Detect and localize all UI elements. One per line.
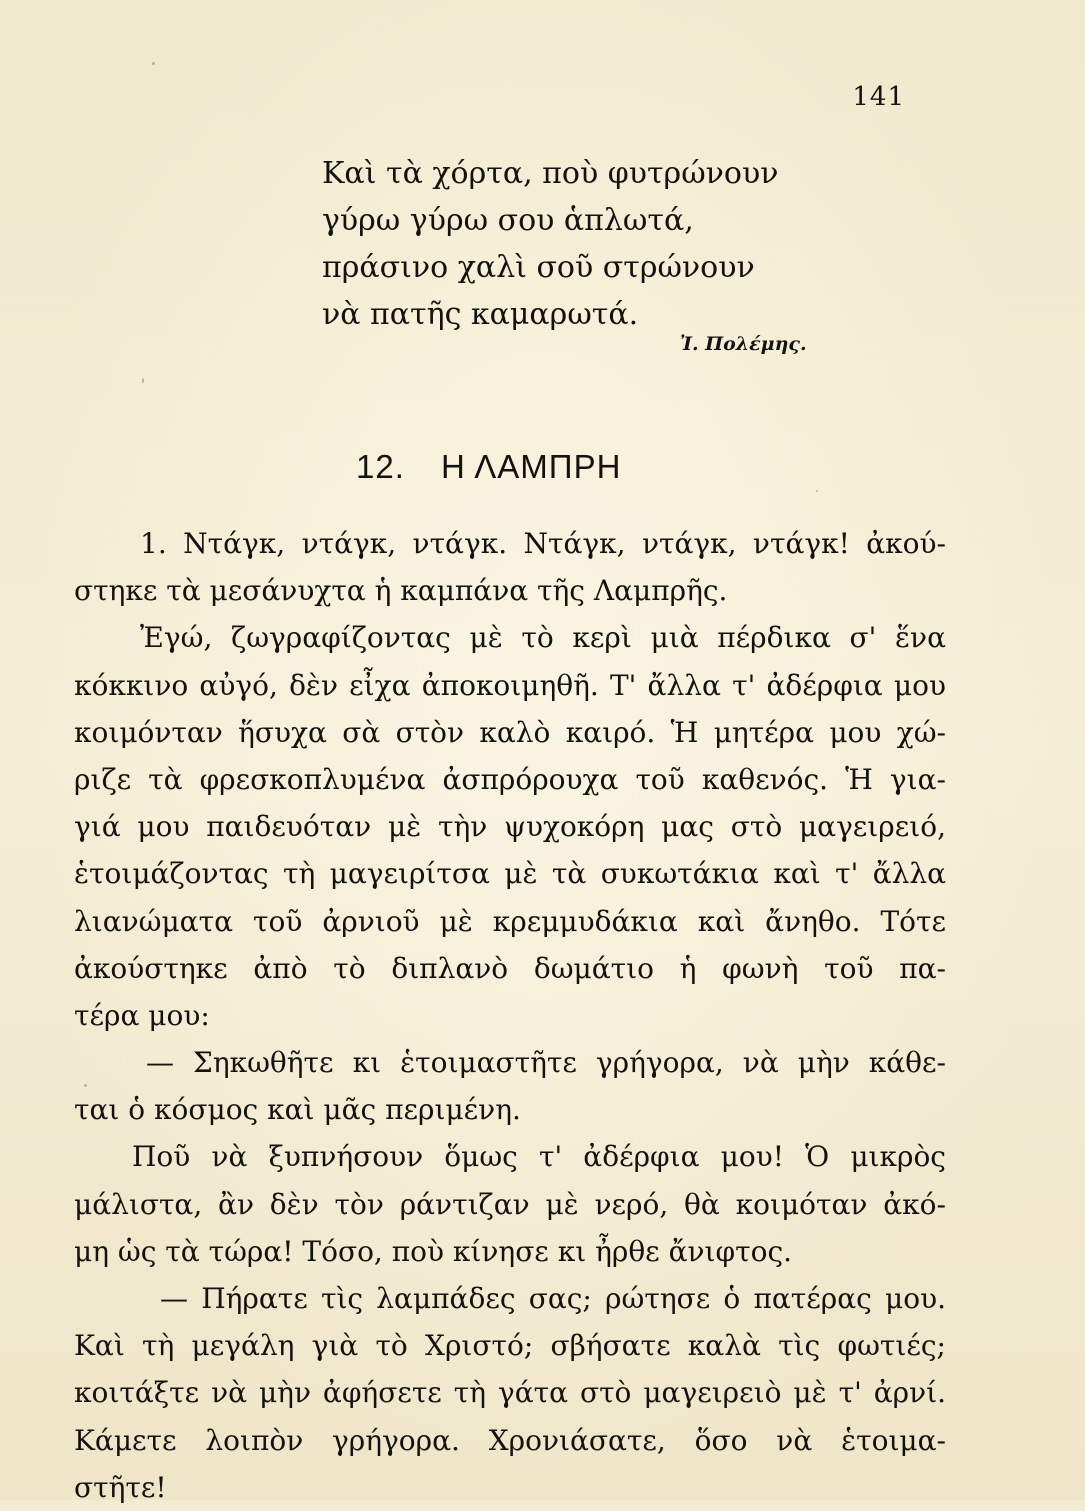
poem-line: γύρω γύρω σου ἁπλωτά, [322, 203, 694, 238]
page-number: 141 [852, 82, 905, 112]
text-line: κοιμόνταν ἥσυχα σὰ στὸν καλὸ καιρό. Ἡ μητέρα μου χώ- [74, 715, 946, 749]
text-line: Ἐγώ, ζωγραφίζοντας μὲ τὸ κερὶ μιὰ πέρδικα σ' ἕνα [140, 621, 946, 655]
text-line: κόκκινο αὐγό, δὲν εἶχα ἀποκοιμηθῆ. Τ' ἄλλα τ' ἀδέρφια μου [74, 668, 946, 702]
text-line: Ποῦ νὰ ξυπνήσουν ὅμως τ' ἀδέρφια μου! Ὁ μικρὸς [132, 1140, 946, 1174]
paper-speck [84, 1084, 87, 1087]
text-line: τέρα μου: [74, 998, 210, 1032]
text-line: λιανώματα τοῦ ἀρνιοῦ μὲ κρεμμυδάκια καὶ ἄνηθο. Τότε [74, 904, 946, 938]
text-line: — Σηκωθῆτε κι ἑτοιμαστῆτε γρήγορα, νὰ μὴν κάθε- [146, 1046, 946, 1080]
text-line: ἀκούστηκε ἀπὸ τὸ διπλανὸ δωμάτιο ἡ φωνὴ τοῦ πα- [74, 951, 946, 985]
text-line: ριζε τὰ φρεσκοπλυμένα ἀσπρόρουχα τοῦ καθενός. Ἡ για- [74, 762, 946, 796]
poem-line: πράσινο χαλὶ σοῦ στρώνουν [322, 250, 755, 285]
chapter-number: 12. [356, 448, 405, 485]
poem-author: Ἰ. Πολέμης. [680, 333, 807, 355]
chapter-title: Η ΛΑΜΠΡΗ [441, 448, 622, 485]
text-line: μη ὡς τὰ τώρα! Τόσο, ποὺ κίνησε κι ἦρθε ἄνιφτος. [74, 1234, 793, 1268]
text-line: Καὶ τὴ μεγάλη γιὰ τὸ Χριστό; σβήσατε καλὰ τὶς φωτιές; [74, 1329, 946, 1363]
text-line: 1. Ντάγκ, ντάγκ, ντάγκ. Ντάγκ, ντάγκ, ντάγκ! ἀκού- [140, 527, 946, 560]
text-line: μάλιστα, ἂν δὲν τὸν ράντιζαν μὲ νερό, θὰ κοιμόταν ἀκό- [74, 1187, 946, 1221]
paper-speck [816, 490, 818, 492]
poem-line: Καὶ τὰ χόρτα, ποὺ φυτρώνουν [322, 156, 779, 191]
text-line: Κάμετε λοιπὸν γρήγορα. Χρονιάσατε, ὅσο νὰ ἑτοιμα- [74, 1423, 946, 1457]
text-line: ἑτοιμάζοντας τὴ μαγειρίτσα μὲ τὰ συκωτάκια καὶ τ' ἄλλα [74, 857, 946, 891]
paper-speck [142, 378, 144, 383]
text-line: στηκε τὰ μεσάνυχτα ἡ καμπάνα τῆς Λαμπρῆς. [74, 574, 728, 608]
poem-line: νὰ πατῆς καμαρωτά. [322, 297, 639, 332]
text-line: κοιτάξτε νὰ μὴν ἀφήσετε τὴ γάτα στὸ μαγειρειὸ μὲ τ' ἀρνί. [74, 1376, 946, 1410]
text-line: γιά μου παιδευόταν μὲ τὴν ψυχοκόρη μας στὸ μαγειρειό, [74, 810, 946, 844]
poem-stanza [322, 150, 882, 338]
chapter-heading [356, 448, 621, 486]
text-line: ται ὁ κόσμος καὶ μᾶς περιμένη. [74, 1093, 521, 1127]
body-text [74, 520, 946, 1511]
text-line: στῆτε! [74, 1470, 167, 1504]
text-line: — Πήρατε τὶς λαμπάδες σας; ρώτησε ὁ πατέρας μου. [160, 1282, 946, 1315]
paper-speck [94, 1016, 97, 1019]
paper-speck [152, 62, 155, 65]
